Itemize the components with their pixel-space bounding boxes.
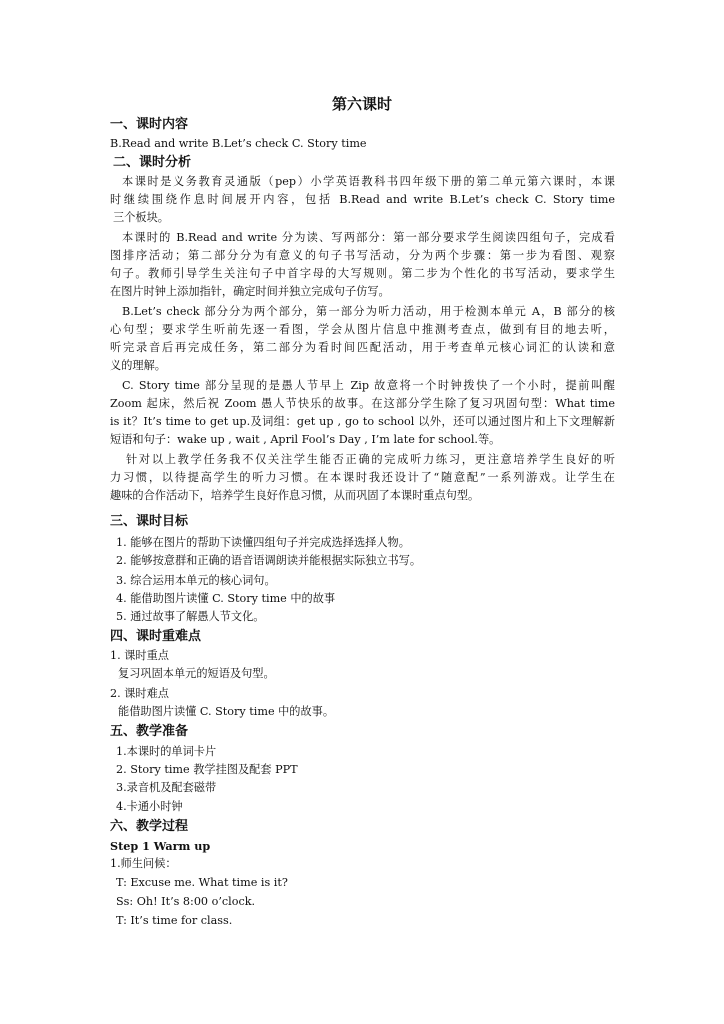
analysis-p1-line: 三个板块。 — [113, 211, 169, 224]
analysis-p2-line: 在图片时钟上添加指针，确定时间并独立完成句子仿写。 — [110, 285, 390, 298]
analysis-p2-line: 本课时的 B.Read and write 分为读、写两部分：第一部分要求学生阅读四组句子，完成看 — [122, 231, 615, 244]
section-heading-process: 六、教学过程 — [110, 819, 189, 834]
analysis-p4-line: is it？It’s time to get up.及词组：get up , go to school 以外，还可以通过图片和上下文理解新 — [110, 415, 615, 428]
preparation-item: 3.录音机及配套磁带 — [116, 781, 217, 794]
analysis-p4-line: C. Story time 部分呈现的是愚人节早上 Zip 故意将一个时钟拨快了一个小时，提前叫醒 — [122, 379, 615, 392]
analysis-p4-line: 短语和句子：wake up , wait , April Fool’s Day , I’m late for school.等。 — [110, 433, 501, 446]
section-heading-key-points: 四、课时重难点 — [110, 629, 202, 644]
section-heading-analysis: 二、课时分析 — [113, 155, 192, 170]
section-heading-preparation: 五、教学准备 — [110, 724, 189, 739]
page-title: 第六课时 — [331, 95, 392, 113]
analysis-p2-line: 图排序活动；第二部分分为有意义的句子书写活动，分为两个步骤：第一步为看图、观察 — [110, 249, 615, 262]
analysis-p1-line: 本课时是义务教育灵通版（pep）小学英语教科书四年级下册的第二单元第六课时，本课 — [122, 175, 615, 188]
analysis-p3-line: B.Let’s check 部分分为两个部分，第一部分为听力活动，用于检测本单元 A，B 部分的核 — [122, 305, 615, 318]
goal-item: 4. 能借助图片读懂 C. Story time 中的故事 — [116, 592, 336, 605]
difficulty-text: 能借助图片读懂 C. Story time 中的故事。 — [118, 705, 335, 718]
step-subtitle: 1.师生问候： — [110, 857, 177, 870]
key-point-label: 1. 课时重点 — [110, 649, 169, 662]
step-title: Step 1 Warm up — [110, 839, 211, 853]
preparation-item: 1.本课时的单词卡片 — [116, 745, 217, 758]
goal-item: 1. 能够在图片的帮助下读懂四组句子并完成选择选择人物。 — [116, 536, 410, 549]
dialogue-line: Ss: Oh! It’s 8:00 o’clock. — [116, 895, 256, 908]
section-heading-content: 一、课时内容 — [110, 117, 189, 132]
analysis-p1-line: 时继续围绕作息时间展开内容，包括 B.Read and write B.Let’s check C. Story time — [110, 193, 615, 206]
analysis-p5-line: 趣味的合作活动下，培养学生良好作息习惯，从而巩固了本课时重点句型。 — [110, 489, 480, 502]
analysis-p3-line: 义的理解。 — [110, 359, 166, 372]
preparation-item: 2. Story time 教学挂图及配套 PPT — [116, 763, 298, 776]
analysis-p5-line: 力习惯，以待提高学生的听力习惯。在本课时我还设计了“随意配”一系列游戏。让学生在 — [110, 471, 615, 484]
section-heading-goals: 三、课时目标 — [110, 514, 189, 529]
analysis-p4-line: Zoom 起床，然后祝 Zoom 愚人节快乐的故事。在这部分学生除了复习巩固句型：What time — [110, 397, 615, 410]
goal-item: 2. 能够按意群和正确的语音语调朗读并能根据实际独立书写。 — [116, 554, 422, 567]
section-content-text: B.Read and write B.Let’s check C. Story time — [110, 137, 367, 150]
analysis-p3-line: 心句型；要求学生听前先逐一看图，学会从图片信息中推测考查点，做到有目的地去听， — [110, 323, 615, 336]
preparation-item: 4.卡通小时钟 — [116, 800, 183, 813]
key-point-text: 复习巩固本单元的短语及句型。 — [118, 667, 275, 680]
analysis-p5-line: 针对以上教学任务我不仅关注学生能否正确的完成听力练习，更注意培养学生良好的听 — [126, 453, 615, 466]
analysis-p3-line: 听完录音后再完成任务，第二部分为看时间匹配活动，用于考查单元核心词汇的认读和意 — [110, 341, 615, 354]
goal-item: 3. 综合运用本单元的核心词句。 — [116, 574, 276, 587]
analysis-p2-line: 句子。教师引导学生关注句子中首字母的大写规则。第二步为个性化的书写活动，要求学生 — [110, 267, 615, 280]
dialogue-line: T: It’s time for class. — [116, 914, 233, 927]
difficulty-label: 2. 课时难点 — [110, 687, 169, 700]
goal-item: 5. 通过故事了解愚人节文化。 — [116, 610, 265, 623]
dialogue-line: T: Excuse me. What time is it? — [116, 876, 288, 889]
